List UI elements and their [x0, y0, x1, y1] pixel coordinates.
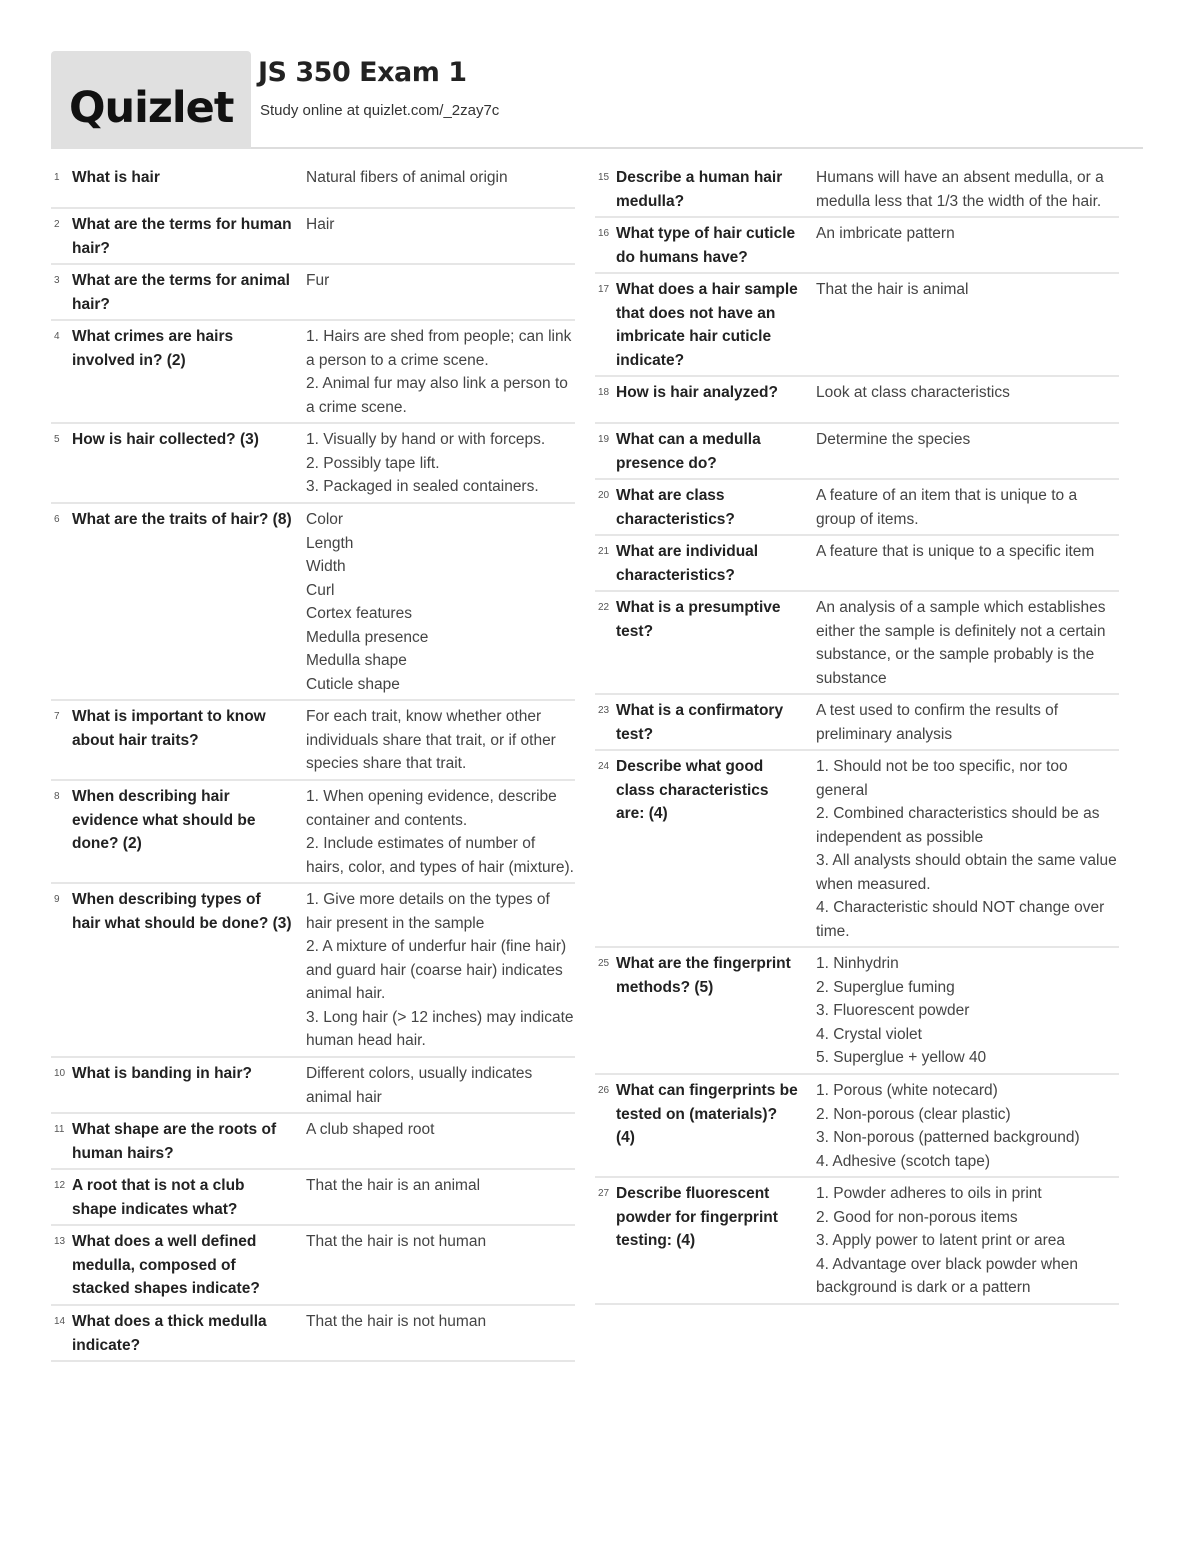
card-number: 23 [598, 705, 610, 716]
card-definition: Hair [306, 216, 335, 233]
flashcard-row [51, 1226, 575, 1306]
flashcard-row [51, 1114, 575, 1170]
card-term: What are individual characteristics? [616, 543, 759, 584]
card-definition: Fur [306, 272, 330, 289]
flashcard-row [595, 424, 1119, 480]
flashcard-row [595, 751, 1119, 948]
card-term: What does a hair sample that does not have an imbricate hair cuticle indicate? [616, 281, 798, 369]
card-number: 3 [54, 275, 60, 286]
card-term: What does a well defined medulla, composed of stacked shapes indicate? [72, 1233, 260, 1297]
flashcard-row [51, 265, 575, 321]
card-term: A root that is not a club shape indicates what? [72, 1177, 245, 1218]
flashcard-row [595, 377, 1119, 424]
left-card-column [51, 162, 575, 1362]
flashcard-row [51, 209, 575, 265]
card-term: What is banding in hair? [72, 1065, 252, 1082]
flashcard-row [51, 884, 575, 1058]
card-term: What type of hair cuticle do humans have? [616, 225, 796, 266]
flashcard-row [51, 504, 575, 701]
card-definition: Different colors, usually indicates animal hair [306, 1065, 533, 1106]
flashcard-row [51, 424, 575, 504]
card-term: What can fingerprints be tested on (materials)? (4) [616, 1082, 798, 1146]
card-number: 2 [54, 219, 60, 230]
card-number: 5 [54, 434, 60, 445]
card-number: 18 [598, 387, 610, 398]
card-definition: That the hair is an animal [306, 1177, 481, 1194]
card-number: 4 [54, 331, 60, 342]
flashcard-row [595, 480, 1119, 536]
card-definition: A feature of an item that is unique to a group of items. [816, 487, 1078, 528]
card-term: How is hair analyzed? [616, 384, 778, 401]
card-number: 19 [598, 434, 610, 445]
card-definition: A test used to confirm the results of preliminary analysis [816, 702, 1059, 743]
study-link[interactable]: quizlet.com/_2zay7c [363, 102, 500, 119]
flashcard-row [51, 1058, 575, 1114]
flashcard-row [595, 948, 1119, 1075]
flashcard-row [595, 1075, 1119, 1178]
flashcard-row [51, 321, 575, 424]
card-term: What are the terms for animal hair? [72, 272, 290, 313]
card-definition: Humans will have an absent medulla, or a medulla less that 1/3 the width of the hair. [816, 169, 1104, 210]
flashcard-row [51, 162, 575, 209]
card-number: 10 [54, 1068, 66, 1079]
card-definition: Color Length Width Curl Cortex features Medulla presence Medulla shape Cuticle shape [306, 511, 429, 693]
flashcard-row [595, 162, 1119, 218]
card-definition: For each trait, know whether other individuals share that trait, or if other species share that trait. [306, 708, 556, 772]
card-number: 16 [598, 228, 610, 239]
quizlet-logo [51, 51, 251, 149]
card-definition: That the hair is animal [816, 281, 969, 298]
card-number: 17 [598, 284, 610, 295]
card-number: 14 [54, 1316, 66, 1327]
card-term: What are the traits of hair? (8) [72, 511, 292, 528]
card-number: 8 [54, 791, 60, 802]
card-definition: An analysis of a sample which establishes either the sample is definitely not a certain substance, or the sample probably is the substance [816, 599, 1106, 687]
card-term: What is a presumptive test? [616, 599, 781, 640]
flashcard-row [595, 536, 1119, 592]
card-term: What are the fingerprint methods? (5) [616, 955, 791, 996]
card-definition: 1. Give more details on the types of hair present in the sample 2. A mixture of underfur hair (fine hair) and guard hair (coarse hair) indicates animal hair. 3. Long hair (> 12 inches) may indicate human head hair. [306, 891, 574, 1049]
card-number: 13 [54, 1236, 66, 1247]
page-title: JS 350 Exam 1 [258, 57, 467, 88]
card-term: Describe what good class characteristics are: (4) [616, 758, 769, 822]
card-definition: 1. Ninhydrin 2. Superglue fuming 3. Fluorescent powder 4. Crystal violet 5. Superglue + yellow 40 [816, 955, 987, 1066]
study-prefix: Study online at [260, 102, 364, 119]
card-definition: A club shaped root [306, 1121, 435, 1138]
card-number: 7 [54, 711, 60, 722]
card-number: 11 [54, 1124, 65, 1135]
card-number: 9 [54, 894, 60, 905]
flashcard-row [51, 781, 575, 884]
logo-text: Quizlet [69, 83, 234, 133]
page-header [51, 51, 1143, 149]
card-term: What does a thick medulla indicate? [72, 1313, 267, 1354]
card-number: 24 [598, 761, 610, 772]
card-definition: 1. Hairs are shed from people; can link a person to a crime scene. 2. Animal fur may also link a person to a crime scene. [306, 328, 572, 416]
card-term: What are the terms for human hair? [72, 216, 292, 257]
card-number: 27 [598, 1188, 610, 1199]
flashcard-row [595, 695, 1119, 751]
card-definition: Natural fibers of animal origin [306, 169, 508, 186]
card-term: When describing hair evidence what should be done? (2) [72, 788, 256, 852]
card-number: 20 [598, 490, 610, 501]
card-term: What is a confirmatory test? [616, 702, 784, 743]
card-term: When describing types of hair what should be done? (3) [72, 891, 292, 932]
card-term: How is hair collected? (3) [72, 431, 259, 448]
card-term: Describe fluorescent powder for fingerprint testing: (4) [616, 1185, 778, 1249]
study-online-text [260, 99, 520, 123]
flashcard-row [595, 1178, 1119, 1305]
flashcard-row [595, 592, 1119, 695]
header-divider [251, 147, 1143, 149]
right-card-column [595, 162, 1119, 1305]
card-definition: Look at class characteristics [816, 384, 1010, 401]
card-number: 22 [598, 602, 610, 613]
card-definition: 1. Visually by hand or with forceps. 2. Possibly tape lift. 3. Packaged in sealed containers. [306, 431, 546, 495]
card-definition: A feature that is unique to a specific item [816, 543, 1095, 560]
card-term: Describe a human hair medulla? [616, 169, 783, 210]
card-definition: 1. Powder adheres to oils in print 2. Good for non-porous items 3. Apply power to latent print or area 4. Advantage over black powder when background is dark or a pattern [816, 1185, 1078, 1296]
card-definition: That the hair is not human [306, 1233, 487, 1250]
card-number: 6 [54, 514, 60, 525]
card-term: What is hair [72, 169, 160, 186]
card-definition: Determine the species [816, 431, 971, 448]
card-term: What can a medulla presence do? [616, 431, 761, 472]
flashcard-row [51, 1306, 575, 1362]
card-number: 25 [598, 958, 610, 969]
card-definition: That the hair is not human [306, 1313, 487, 1330]
card-number: 26 [598, 1085, 610, 1096]
flashcard-row [51, 701, 575, 781]
card-definition: 1. Should not be too specific, nor too general 2. Combined characteristics should be as independent as possible 3. All analysts should obtain the same value when measured. 4. Characteristic should NOT change over time. [816, 758, 1117, 940]
flashcard-row [595, 218, 1119, 274]
card-definition: An imbricate pattern [816, 225, 955, 242]
card-term: What crimes are hairs involved in? (2) [72, 328, 234, 369]
card-term: What is important to know about hair traits? [72, 708, 266, 749]
card-term: What are class characteristics? [616, 487, 735, 528]
card-definition: 1. Porous (white notecard) 2. Non-porous (clear plastic) 3. Non-porous (patterned background) 4. Adhesive (scotch tape) [816, 1082, 1080, 1170]
card-definition: 1. When opening evidence, describe container and contents. 2. Include estimates of number of hairs, color, and types of hair (mixture). [306, 788, 574, 876]
flashcard-row [51, 1170, 575, 1226]
card-number: 21 [598, 546, 610, 557]
card-number: 1 [54, 172, 60, 183]
card-number: 12 [54, 1180, 66, 1191]
flashcard-row [595, 274, 1119, 377]
card-number: 15 [598, 172, 610, 183]
card-term: What shape are the roots of human hairs? [72, 1121, 277, 1162]
